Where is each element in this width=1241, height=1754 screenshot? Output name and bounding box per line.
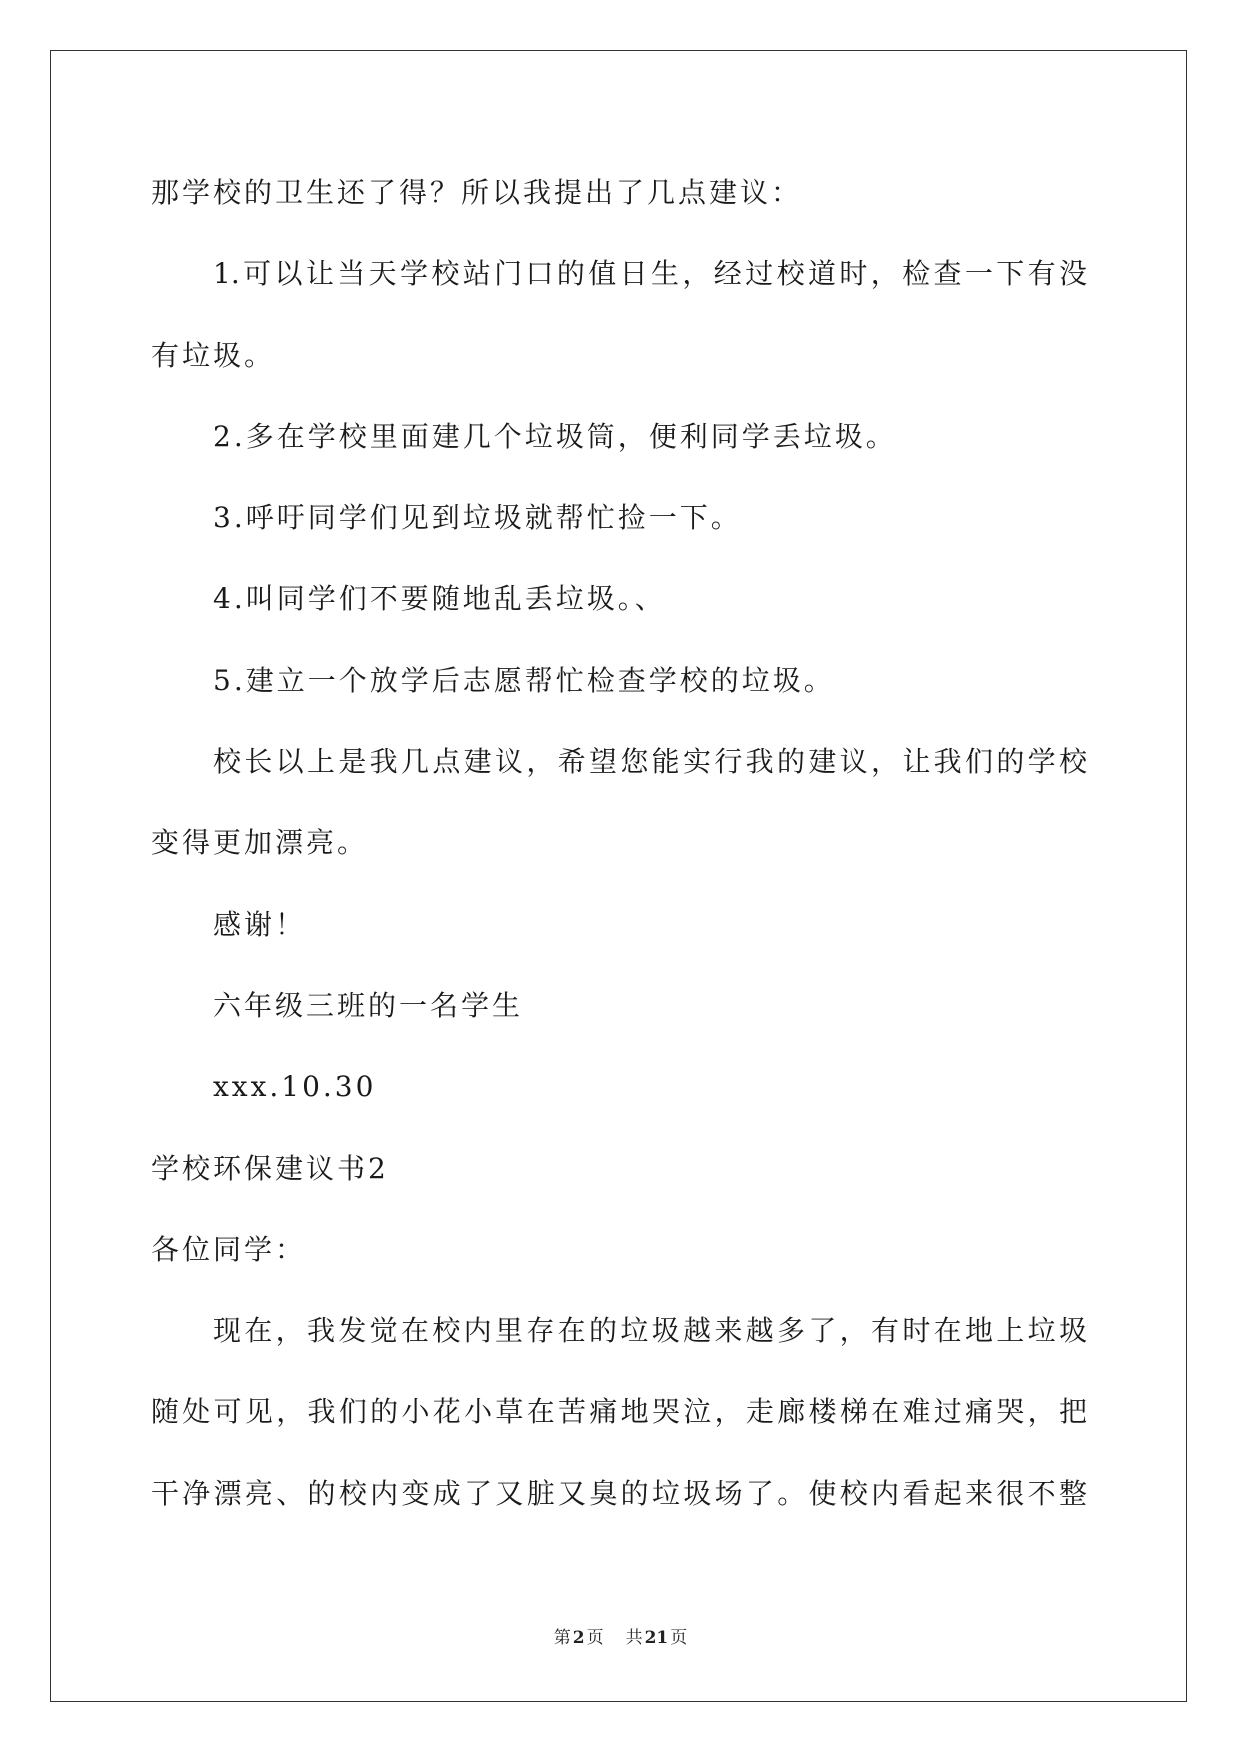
page-footer xyxy=(0,1626,1241,1650)
paragraph-line: 那学校的卫生还了得？所以我提出了几点建议： xyxy=(151,176,803,209)
total-suffix: 页 xyxy=(670,1628,688,1648)
total-prefix: 共 xyxy=(625,1628,643,1648)
page-prefix: 第 xyxy=(553,1628,571,1648)
page-number: 2 xyxy=(572,1628,585,1648)
section-title: 学校环保建议书2 xyxy=(151,1151,389,1185)
salutation: 各位同学： xyxy=(151,1232,307,1266)
paragraph-line: 3.呼吁同学们见到垃圾就帮忙捡一下。 xyxy=(213,501,742,535)
signature: 六年级三班的一名学生 xyxy=(213,988,524,1022)
paragraph-line: 1.可以让当天学校站门口的值日生，经过校道时，检查一下有没 xyxy=(213,257,1087,291)
page-suffix: 页 xyxy=(586,1628,604,1648)
document-body xyxy=(151,152,1087,1534)
paragraph-line: 变得更加漂亮。 xyxy=(151,826,369,860)
paragraph-line: 校长以上是我几点建议，希望您能实行我的建议，让我们的学校 xyxy=(213,745,1087,779)
paragraph-line: 5.建立一个放学后志愿帮忙检查学校的垃圾。 xyxy=(213,663,835,697)
paragraph-line: 4.叫同学们不要随地乱丢垃圾。、 xyxy=(213,582,666,616)
paragraph-line: 有垃圾。 xyxy=(151,338,276,372)
date: xxx.10.30 xyxy=(213,1070,377,1104)
paragraph-line: 干净漂亮、的校内变成了又脏又臭的垃圾场了。使校内看起来很不整 xyxy=(151,1476,1087,1510)
paragraph-line: 随处可见，我们的小花小草在苦痛地哭泣，走廊楼梯在难过痛哭，把 xyxy=(151,1395,1087,1429)
total-pages: 21 xyxy=(644,1628,669,1648)
paragraph-line: 现在，我发觉在校内里存在的垃圾越来越多了，有时在地上垃圾 xyxy=(213,1314,1087,1348)
paragraph-line: 2.多在学校里面建几个垃圾筒，便利同学丢垃圾。 xyxy=(213,419,897,453)
closing-thanks: 感谢！ xyxy=(213,907,307,941)
